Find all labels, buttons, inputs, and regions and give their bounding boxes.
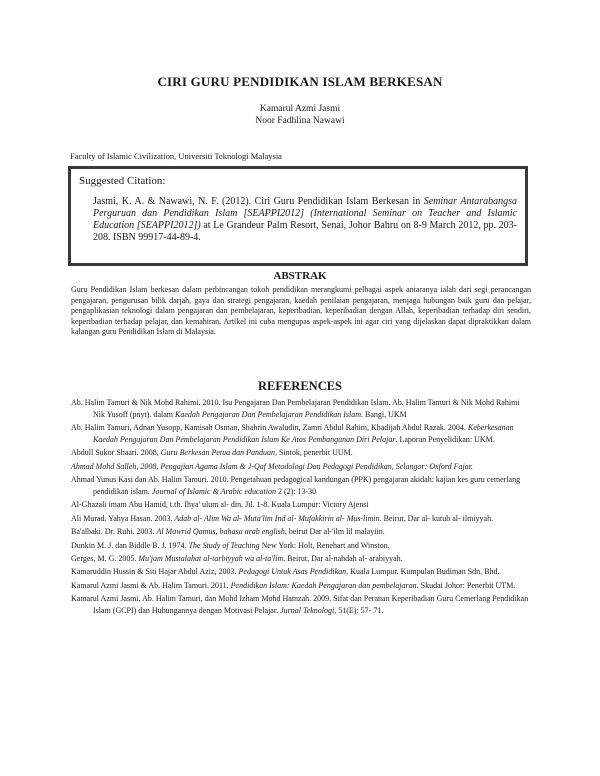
reference-title: Al Mawrid Qamus, bahasa arab english <box>156 527 285 537</box>
reference-text: Al-Ghazali imam Abu Hamid, t.th. Ihya' ulum al- din. Jil. 1-8. Kuala Lumpur: Victory Ajensi <box>71 500 369 510</box>
reference-item <box>71 447 531 459</box>
citation-part: Jasmi, K. A. & Nawawi, N. F. (2012). Ciri Guru Pendidikan Islam Berkesan in <box>93 196 424 207</box>
reference-text: Ahmad Yunus Kasi dan Ab. Halim Tamuri. 2010. Pengetahuan pedagogical kandungan (PPK) pengajaran akidah: kajian kes guru cemerlang pendidikan islam. <box>71 475 521 496</box>
reference-text: . Laporan Penyelidikan: UKM. <box>395 434 495 444</box>
citation-label: Suggested Citation: <box>79 175 166 187</box>
reference-text: Ali Murad. Yahya Hasan. 2003. <box>71 513 175 523</box>
reference-title: Keberkesanan Kaedah Pengajaran Dan Pembelajaran Pendidikan Islam Ke Atas Pembangunan Diri Pelajar <box>93 423 514 444</box>
reference-text: New York: Holt, Renehart and Winston. <box>259 540 390 550</box>
author-list <box>0 103 600 127</box>
reference-list <box>71 397 531 618</box>
reference-title: Pedagogi Untuk Asas Pendidikan <box>238 567 347 577</box>
reference-title: Adab al- Alim Wa al- Muta'lim Ind al- Mufakkirin al- Mus-limin <box>174 513 380 523</box>
reference-title: The Study of Teaching <box>188 540 260 550</box>
reference-title: Jurnal Teknologi <box>280 605 335 615</box>
reference-title: Kaedah Pengajaran Dan Pembelajaran Pendidikan Islam <box>175 409 361 419</box>
reference-text: Kamarul Azmi Jasmi & Ab. Halim Tamuri. 2011. <box>71 580 231 590</box>
reference-item <box>71 593 531 617</box>
reference-item <box>71 553 531 565</box>
references-heading: REFERENCES <box>257 379 343 393</box>
abstract-text: Guru Pendidikan Islam berkesan dalam perbincangan tokoh pendidikan merangkumi pelbagai aspek antaranya ialah dari segi perancangan pengajaran, pengurusan bilik darjah, gaya dan strategi pengajaran, kaedah penilaian pengajaran, menjaga hubungan baik guru dan pelajar, pengaplikasian teknologi dalam pengajaran dan pembelajaran, keperibadian, keperibadian dengan Allah, keperibadian terhadap diri sendiri, keperibadian terhadap pelajar, dan kemahiran. Artikel ini cuba mengupas aspek-aspek ini agar ciri yang dijelaskan dapat dipraktikkan dalam kalangan guru Pendidikan Islam di Malaysia. <box>71 285 531 336</box>
reference-text: Kamaruddin Hussin & Siti Hajar Abdul Aziz, 2003. <box>71 567 239 577</box>
reference-item <box>71 461 531 473</box>
reference-text: Ab. Halim Tamuri, Adnan Yusopp, Kamisah Osman, Shahrin Awaludin, Zamri Abdul Rahim, Khadijah Abdul Razak. 2004. <box>71 423 468 433</box>
reference-text: , Sintok, penerbit UUM. <box>274 448 353 458</box>
citation-text <box>93 196 517 244</box>
reference-item <box>71 397 531 421</box>
reference-item <box>71 526 531 538</box>
affiliation: Faculty of Islamic Civilization, Universiti Teknologi Malaysia <box>70 151 282 161</box>
reference-text: Ba'albaki. Dr. Ruhi. 2003. <box>71 527 157 537</box>
reference-item <box>71 540 531 552</box>
reference-title: Mu'jam Mustalahat al-tarbiyyah wa al-ta'lim <box>138 553 284 563</box>
reference-text: Gerges, M. G. 2005. <box>71 553 139 563</box>
reference-text: . Beirut, Dar al- kutub al- ilmiyyah. <box>379 513 494 523</box>
reference-text: . Skudai Johor: Penerbit UTM. <box>416 580 516 590</box>
reference-item <box>71 422 531 446</box>
abstract-heading: ABSTRAK <box>273 270 327 282</box>
reference-text: 2 (2): 13-30 <box>275 486 317 496</box>
author-name: Noor Fadhlina Nawawi <box>255 116 345 126</box>
reference-text: Ab. Halim Tamuri & Nik Mohd Rahimi. 2010. Isu Pengajaran Dan Pembelajaran Pendidikan Islam. Ab. Halim Tamuri & Nik Mohd Rahimi Nik Yusoff (pnyt). dalam <box>71 398 520 419</box>
reference-text: Abdull Sukor Shaari. 2008, <box>71 448 161 458</box>
reference-title: Journal of Islamic & Arabic education <box>151 486 276 496</box>
reference-title: Pendidikan Islam: Kaedah Pengajaran dan pembelajaran <box>230 580 417 590</box>
reference-text: , beirut Dar al-'ilm lil malayiin. <box>284 527 385 537</box>
reference-text: . Beirut, Dar al-nahdah al- arabiyyah. <box>283 553 403 563</box>
reference-title: Guru Berkesan Petua dan Panduan <box>160 448 275 458</box>
reference-item <box>71 499 531 511</box>
citation-part: at Le Grandeur Palm Resort, Senai, Johor Bahru on 8-9 March 2012, pp. 203-208. ISBN 99917-44-89-4. <box>93 220 518 243</box>
reference-text: , 51(E): 57- 71. <box>334 605 384 615</box>
reference-title: Ahmad Mohd Salleh, 2008, Pengajian Agama Islam & J-Qaf Metodologi Dan Pedagogi Pendidikan, Selangor: Oxford Fajar. <box>71 461 473 471</box>
reference-item <box>71 580 531 592</box>
citation-venue: Seminar Antarabangsa Perguruan dan Pendidikan Islam [SEAPPI2012] (International Seminar on Teacher and Islamic Education [SEAPPI2012]) <box>93 196 518 231</box>
paper-title: CIRI GURU PENDIDIKAN ISLAM BERKESAN <box>157 74 443 89</box>
reference-text: Dunkin M. J. dan Biddle B. J. 1974. <box>71 540 189 550</box>
reference-text: Kamarul Azmi Jasmi, Ab. Halim Tamuri, dan Mohd Izham Mohd Hamzah. 2009. Sifat dan Peranan Keperibadian Guru Cemerlang Pendidikan Islam (GCPI) dan Hubungannya dengan Motivasi Pelajar. <box>71 594 529 615</box>
author-name: Kamarul Azmi Jasmi <box>259 104 341 114</box>
reference-text: . Kuala Lumpur. Kumpulan Budiman Sdn. Bhd. <box>346 567 500 577</box>
reference-item <box>71 566 531 578</box>
citation-box <box>68 166 528 266</box>
reference-item <box>71 513 531 525</box>
reference-text: . Bangi, UKM <box>360 409 407 419</box>
reference-item <box>71 474 531 498</box>
